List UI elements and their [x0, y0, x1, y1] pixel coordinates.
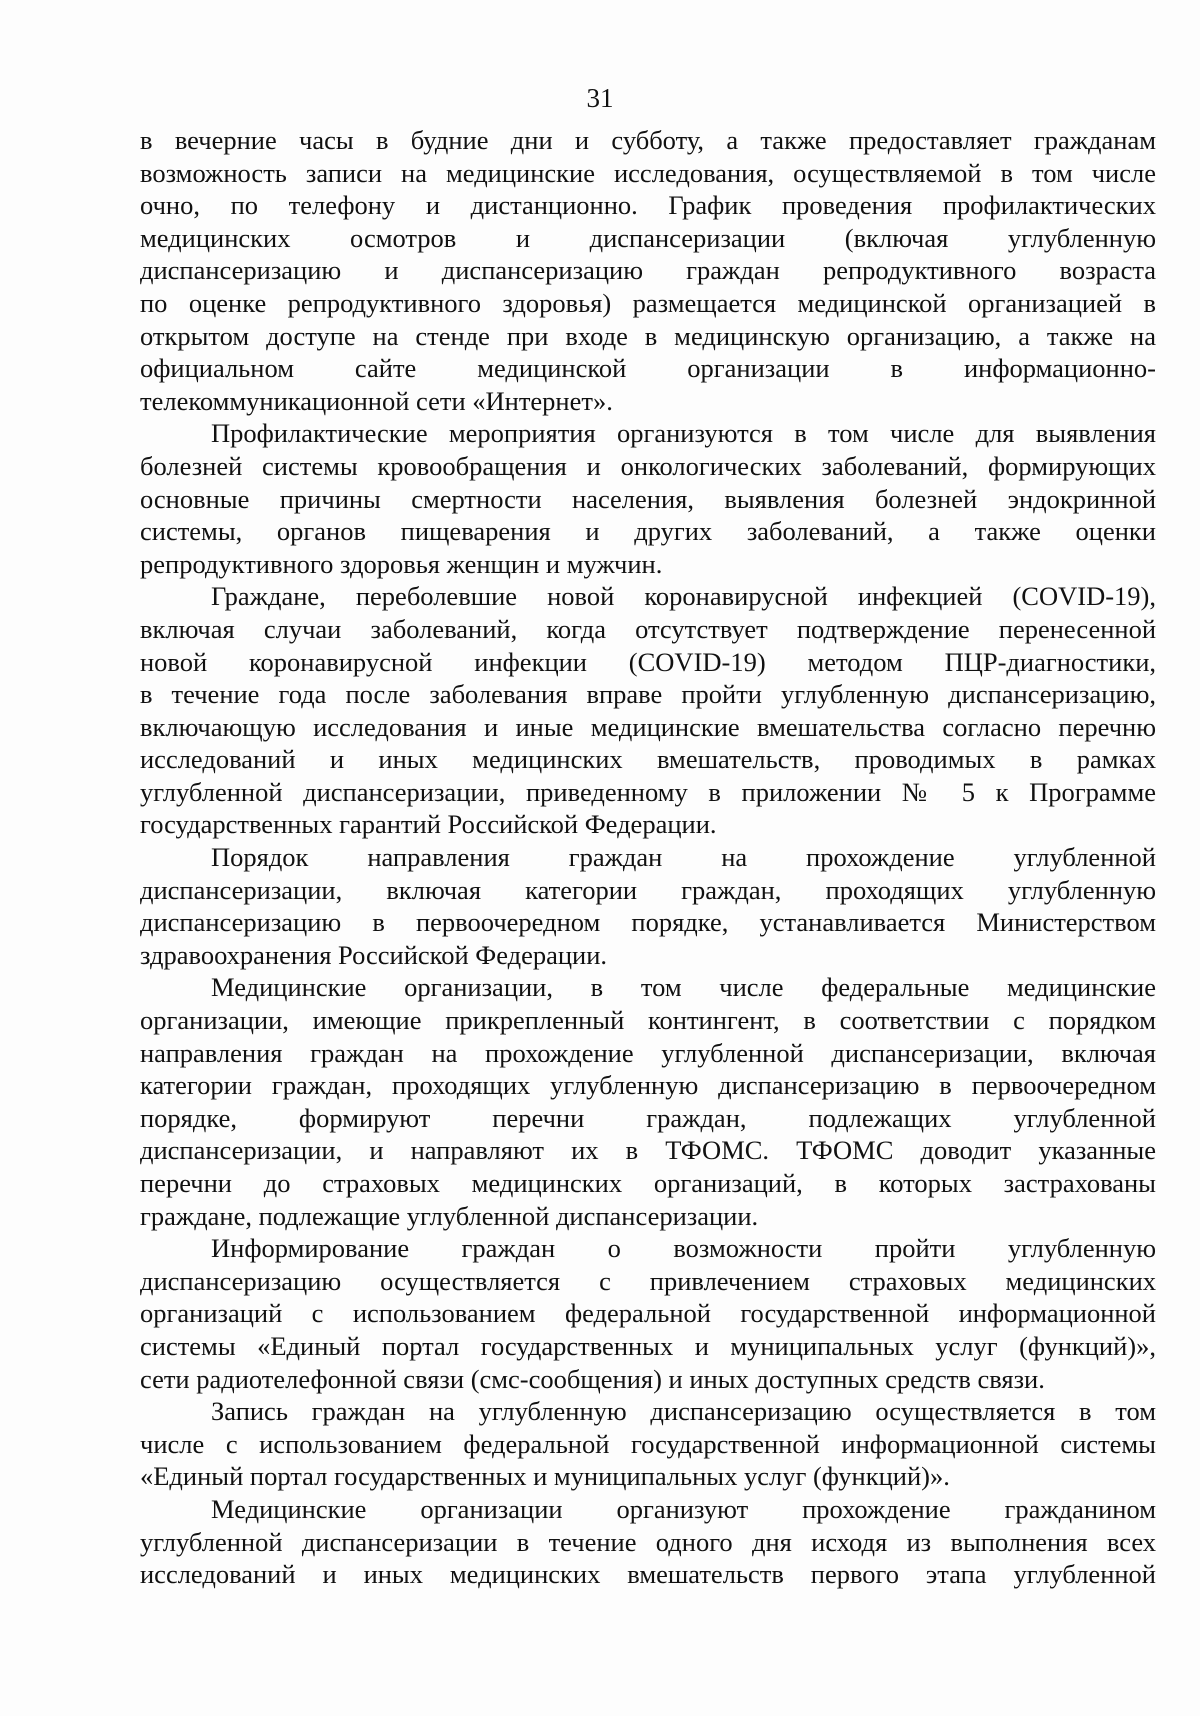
text-line: по оценке репродуктивного здоровья) размещается медицинской организацией в: [140, 287, 1156, 318]
text-line: возможность записи на медицинские исследования, осуществляемой в том числе: [140, 157, 1156, 188]
text-line: Информирование граждан о возможности пройти углубленную: [211, 1233, 1156, 1264]
text-line: официальном сайте медицинской организации в информационно-: [140, 353, 1156, 384]
paragraph: [140, 1395, 1156, 1493]
text-line: диспансеризацию в первоочередном порядке, устанавливается Министерством: [140, 907, 1156, 938]
text-line: телекоммуникационной сети «Интернет».: [140, 385, 613, 416]
text-line: организаций с использованием федеральной государственной информационной: [140, 1298, 1156, 1329]
text-line: направления граждан на прохождение углубленной диспансеризации, включая: [140, 1037, 1156, 1068]
text-line: Медицинские организации, в том числе федеральные медицинские: [211, 972, 1156, 1003]
document-body: [140, 124, 1156, 1591]
text-line: открытом доступе на стенде при входе в медицинскую организацию, а также на: [140, 320, 1156, 351]
text-line: углубленной диспансеризации, приведенному в приложении № 5 к Программе: [140, 776, 1156, 807]
text-line: исследований и иных медицинских вмешательств, проводимых в рамках: [140, 744, 1156, 775]
text-line: включающую исследования и иные медицинские вмешательства согласно перечню: [140, 711, 1156, 742]
text-line: Запись граждан на углубленную диспансеризацию осуществляется в том: [211, 1396, 1156, 1427]
text-line: диспансеризацию и диспансеризацию граждан репродуктивного возраста: [140, 255, 1156, 286]
text-line: граждане, подлежащие углубленной диспансеризации.: [140, 1200, 759, 1231]
text-line: системы, органов пищеварения и других заболеваний, а также оценки: [140, 516, 1156, 547]
text-line: диспансеризации, и направляют их в ТФОМС. ТФОМС доводит указанные: [140, 1135, 1156, 1166]
text-line: новой коронавирусной инфекции (COVID-19) методом ПЦР-диагностики,: [140, 646, 1156, 677]
text-line: в вечерние часы в будние дни и субботу, а также предоставляет гражданам: [140, 125, 1156, 155]
text-line: диспансеризацию осуществляется с привлечением страховых медицинских: [140, 1265, 1156, 1296]
text-line: сети радиотелефонной связи (смс-сообщения) и иных доступных средств связи.: [140, 1363, 1045, 1394]
text-line: Медицинские организации организуют прохождение гражданином: [211, 1493, 1156, 1524]
text-line: репродуктивного здоровья женщин и мужчин.: [140, 548, 663, 579]
text-line: «Единый портал государственных и муниципальных услуг (функций)».: [140, 1461, 950, 1492]
text-line: основные причины смертности населения, выявления болезней эндокринной: [140, 483, 1156, 514]
paragraph: [140, 124, 1156, 417]
paragraph: [140, 1493, 1156, 1591]
paragraph: [140, 417, 1156, 580]
paragraph: [140, 841, 1156, 971]
text-line: болезней системы кровообращения и онкологических заболеваний, формирующих: [140, 450, 1156, 481]
text-line: в течение года после заболевания вправе пройти углубленную диспансеризацию,: [140, 679, 1156, 710]
text-line: перечни до страховых медицинских организаций, в которых застрахованы: [140, 1168, 1156, 1198]
text-line: медицинских осмотров и диспансеризации (включая углубленную: [140, 222, 1156, 253]
text-line: государственных гарантий Российской Федерации.: [140, 809, 717, 840]
text-line: Граждане, переболевшие новой коронавирусной инфекцией (COVID-19),: [211, 581, 1156, 612]
text-line: диспансеризации, включая категории граждан, проходящих углубленную: [140, 874, 1156, 905]
text-line: углубленной диспансеризации в течение одного дня исходя из выполнения всех: [140, 1526, 1156, 1557]
text-line: порядке, формируют перечни граждан, подлежащих углубленной: [140, 1102, 1156, 1133]
text-line: числе с использованием федеральной государственной информационной системы: [140, 1428, 1156, 1459]
text-line: категории граждан, проходящих углубленную диспансеризацию в первоочередном: [140, 1070, 1156, 1101]
text-line: Профилактические мероприятия организуются в том числе для выявления: [211, 418, 1156, 449]
text-line: системы «Единый портал государственных и муниципальных услуг (функций)»,: [140, 1330, 1156, 1361]
text-line: очно, по телефону и дистанционно. График проведения профилактических: [140, 190, 1156, 221]
paragraph: [140, 971, 1156, 1232]
paragraph: [140, 1232, 1156, 1395]
text-line: включая случаи заболеваний, когда отсутствует подтверждение перенесенной: [140, 613, 1156, 644]
text-line: здравоохранения Российской Федерации.: [140, 939, 608, 970]
text-line: исследований и иных медицинских вмешательств первого этапа углубленной: [140, 1559, 1156, 1590]
page-number: 31: [586, 83, 614, 113]
text-line: организации, имеющие прикрепленный контингент, в соответствии с порядком: [140, 1005, 1156, 1036]
paragraph: [140, 580, 1156, 841]
text-line: Порядок направления граждан на прохождение углубленной: [211, 842, 1156, 873]
